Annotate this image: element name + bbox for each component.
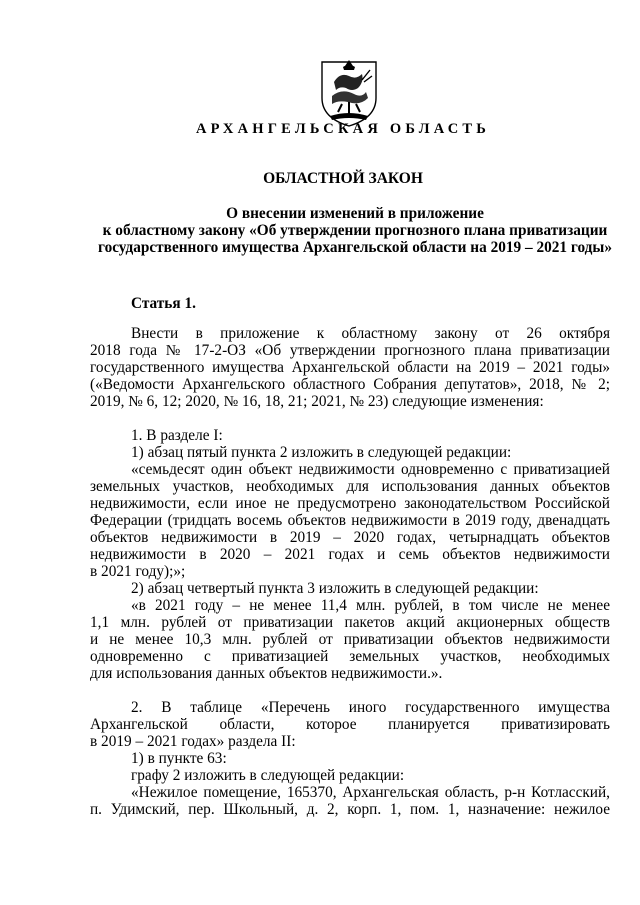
coat-of-arms-emblem <box>318 58 380 128</box>
body-line: 1. В разделе I: <box>131 427 223 444</box>
body-line: земельных участков, необходимых для использования данных объектов <box>90 478 610 495</box>
law-title-line: О внесении изменений в приложение <box>226 205 484 222</box>
law-title <box>90 205 620 256</box>
body-line: одновременно с приватизацией земельных участков, необходимых <box>90 648 610 665</box>
paragraph-gap <box>90 682 610 699</box>
body-line: «Нежилое помещение, 165370, Архангельская область, р-н Котласский, <box>131 784 610 801</box>
body-line: «семьдесят один объект недвижимости одновременно с приватизацией <box>131 461 610 478</box>
body-line: в 2019 – 2021 годах» раздела II: <box>90 733 296 750</box>
paragraph-gap <box>90 410 610 427</box>
body-line: графу 2 изложить в следующей редакции: <box>131 767 405 784</box>
body-line: недвижимости, если иное не предусмотрено законодательством Российской <box>90 495 610 512</box>
body-line: Архангельской области, которое планируется приватизировать <box>90 716 610 733</box>
body-line: 1) в пункте 63: <box>131 750 227 767</box>
law-type-heading: ОБЛАСТНОЙ ЗАКОН <box>263 170 423 187</box>
law-title-line: государственного имущества Архангельской области на 2019 – 2021 годы» <box>98 239 612 256</box>
body-line: объектов недвижимости в 2019 – 2020 годах, четырнадцать объектов <box>90 529 610 546</box>
law-title-line: к областному закону «Об утверждении прогнозного плана приватизации <box>102 222 608 239</box>
body-line: п. Удимский, пер. Школьный, д. 2, корп. 1, пом. 1, назначение: нежилое <box>90 801 610 818</box>
body-line: недвижимости в 2020 – 2021 годах и семь объектов недвижимости <box>90 546 610 563</box>
article-heading: Статья 1. <box>131 295 196 312</box>
body-line: 1) абзац пятый пункта 2 изложить в следующей редакции: <box>131 444 512 461</box>
body-line: 2) абзац четвертый пункта 3 изложить в следующей редакции: <box>131 580 539 597</box>
body-line: 2. В таблице «Перечень иного государственного имущества <box>131 699 610 716</box>
region-heading: АРХАНГЕЛЬСКАЯ ОБЛАСТЬ <box>195 121 491 137</box>
body-line: Федерации (тридцать восемь объектов недвижимости в 2019 году, двенадцать <box>90 512 610 529</box>
body-line: «в 2021 году – не менее 11,4 млн. рублей, в том числе не менее <box>131 597 610 614</box>
body-line: 1,1 млн. рублей от приватизации пакетов акций акционерных обществ <box>90 614 610 631</box>
body-line: государственного имущества Архангельской области на 2019 – 2021 годы» <box>90 359 610 376</box>
article-body <box>90 325 610 818</box>
body-line: («Ведомости Архангельского областного Собрания депутатов», 2018, № 2; <box>90 376 610 393</box>
body-line: Внести в приложение к областному закону от 26 октября <box>131 325 610 342</box>
body-line: в 2021 году);»; <box>90 563 186 580</box>
body-line: для использования данных объектов недвижимости.». <box>90 665 443 682</box>
body-line: 2018 года № 17-2-ОЗ «Об утверждении прогнозного плана приватизации <box>90 342 610 359</box>
body-line: и не менее 10,3 млн. рублей от приватизации объектов недвижимости <box>90 631 610 648</box>
body-line: 2019, № 6, 12; 2020, № 16, 18, 21; 2021, № 23) следующие изменения: <box>90 393 544 410</box>
